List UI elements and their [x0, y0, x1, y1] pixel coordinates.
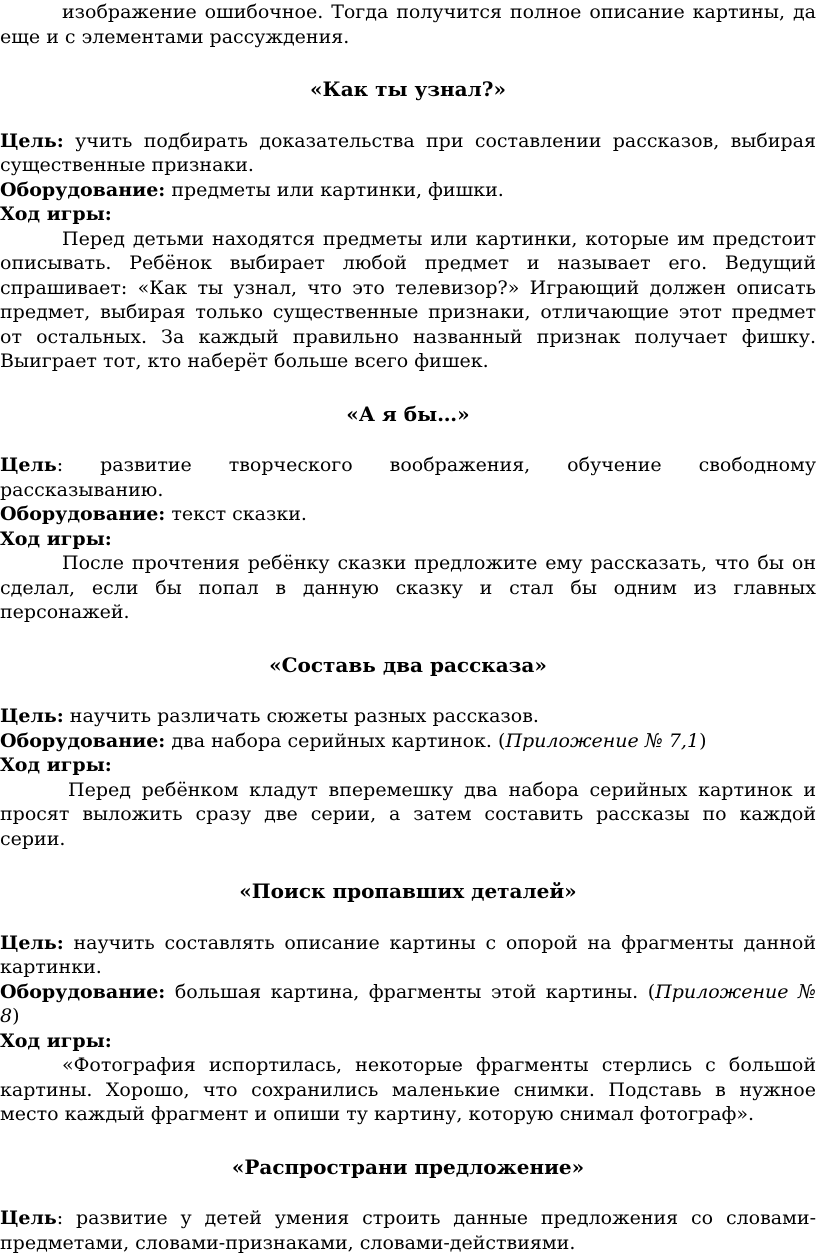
- game-section-3: [0, 653, 816, 852]
- spacer: [0, 49, 816, 77]
- goal-text: : развитие творческого воображения, обучение свободному рассказыванию.: [0, 454, 816, 501]
- equipment-line: [0, 178, 816, 203]
- game-title: «Составь два рассказа»: [0, 653, 816, 678]
- equipment-label: Оборудование:: [0, 179, 165, 201]
- goal-text: учить подбирать доказательства при составлении рассказов, выбирая существенные признаки.: [0, 130, 816, 177]
- game-title: «А я бы…»: [0, 402, 816, 427]
- appendix-reference: Приложение № 7,1: [505, 730, 699, 752]
- course-heading: [0, 527, 816, 552]
- goal-label: Цель: [0, 1207, 57, 1229]
- equipment-label: Оборудование:: [0, 981, 165, 1003]
- spacer: [0, 1179, 816, 1206]
- equipment-text: большая картина, фрагменты этой картины. (: [165, 981, 655, 1003]
- goal-label: Цель:: [0, 705, 64, 727]
- course-text: Перед детьми находятся предметы или картинки, которые им предстоит описывать. Ребёнок выбирает любой предмет и называет его. Ведущий спрашивает: «Как ты узнал, что это телевизор?» Играющий должен описать предмет, выбирая только существенные признаки, отличающие этот предмет от остальных. За каждый правильно названный признак получает фишку. Выиграет тот, кто наберёт больше всего фишек.: [0, 228, 816, 373]
- game-title: «Как ты узнал?»: [0, 77, 816, 102]
- equipment-label: Оборудование:: [0, 503, 165, 525]
- equipment-tail: ): [12, 1005, 19, 1027]
- goal-line: [0, 129, 816, 178]
- game-title: «Поиск пропавших деталей»: [0, 879, 816, 904]
- equipment-line: [0, 729, 816, 754]
- spacer: [0, 677, 816, 704]
- course-paragraph: [0, 551, 816, 625]
- equipment-line: [0, 980, 816, 1029]
- game-section-1: [0, 77, 816, 374]
- spacer: [0, 625, 816, 653]
- goal-text: научить различать сюжеты разных рассказов.: [64, 705, 539, 727]
- course-label: Ход игры:: [0, 1030, 112, 1052]
- spacer: [0, 374, 816, 402]
- goal-label: Цель: [0, 454, 57, 476]
- course-text: Перед ребёнком кладут вперемешку два набора серийных картинок и просят выложить сразу две серии, а затем составить рассказы по каждой серии.: [0, 779, 816, 850]
- equipment-label: Оборудование:: [0, 730, 165, 752]
- goal-line: [0, 453, 816, 502]
- intro-text: изображение ошибочное. Тогда получится полное описание картины, да еще и с элементами рассуждения.: [0, 1, 816, 48]
- spacer: [0, 102, 816, 129]
- spacer: [0, 426, 816, 453]
- goal-label: Цель:: [0, 130, 64, 152]
- goal-line: [0, 1206, 816, 1255]
- course-paragraph: [0, 778, 816, 852]
- equipment-line: [0, 502, 816, 527]
- goal-label: Цель:: [0, 932, 64, 954]
- game-title: «Распространи предложение»: [0, 1155, 816, 1180]
- goal-text: : развитие у детей умения строить данные предложения со словами-предметами, словами-признаками, словами-действиями.: [0, 1207, 816, 1254]
- goal-text: научить составлять описание картины с опорой на фрагменты данной картинки.: [0, 932, 816, 979]
- course-text: «Фотография испортилась, некоторые фрагменты стерлись с большой картины. Хорошо, что сохранились маленькие снимки. Подставь в нужное место каждый фрагмент и опиши ту картину, которую снимал фотограф».: [0, 1054, 816, 1125]
- equipment-text: два набора серийных картинок. (: [165, 730, 505, 752]
- course-label: Ход игры:: [0, 754, 112, 776]
- course-label: Ход игры:: [0, 203, 112, 225]
- spacer: [0, 1127, 816, 1155]
- intro-paragraph: [0, 0, 816, 49]
- course-heading: [0, 1029, 816, 1054]
- course-text: После прочтения ребёнку сказки предложите ему рассказать, что бы он сделал, если бы попал в данную сказку и стал бы одним из главных персонажей.: [0, 552, 816, 623]
- game-section-2: [0, 402, 816, 625]
- course-paragraph: [0, 227, 816, 374]
- game-section-5: [0, 1155, 816, 1255]
- goal-line: [0, 931, 816, 980]
- spacer: [0, 904, 816, 931]
- game-section-4: [0, 879, 816, 1127]
- equipment-text: текст сказки.: [165, 503, 307, 525]
- goal-line: [0, 704, 816, 729]
- course-paragraph: [0, 1053, 816, 1127]
- equipment-tail: ): [699, 730, 706, 752]
- course-heading: [0, 202, 816, 227]
- spacer: [0, 851, 816, 879]
- course-label: Ход игры:: [0, 528, 112, 550]
- course-heading: [0, 753, 816, 778]
- appendix-reference: Приложение № 8: [0, 981, 816, 1028]
- equipment-text: предметы или картинки, фишки.: [165, 179, 504, 201]
